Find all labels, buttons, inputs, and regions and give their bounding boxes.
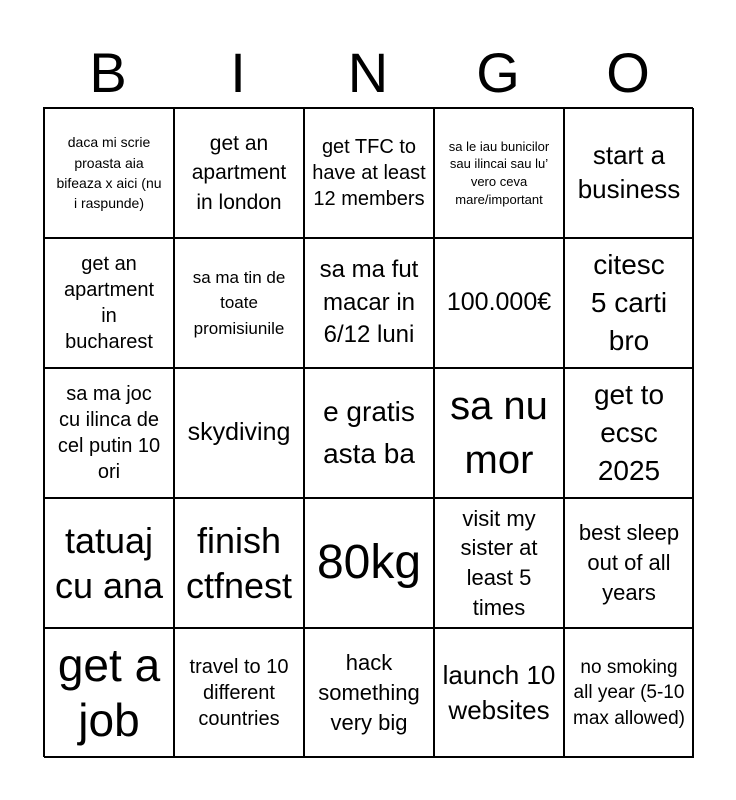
bingo-cell-r2c1[interactable]: get an apartment in bucharest xyxy=(44,238,174,368)
bingo-cell-r5c3[interactable]: hack something very big xyxy=(304,628,434,758)
bingo-cell-r3c1[interactable]: sa ma joc cu ilinca de cel putin 10 ori xyxy=(44,368,174,498)
bingo-cell-r3c2[interactable]: skydiving xyxy=(174,368,304,498)
header-letter-b: B xyxy=(89,41,127,104)
bingo-cell-r4c3[interactable]: 80kg xyxy=(304,498,434,628)
bingo-cell-r3c4[interactable]: sa nu mor xyxy=(434,368,564,498)
bingo-board xyxy=(43,107,693,757)
bingo-cell-r1c5[interactable]: start a business xyxy=(564,108,694,238)
bingo-cell-r2c5[interactable]: citesc 5 carti bro xyxy=(564,238,694,368)
bingo-cell-r2c2[interactable]: sa ma tin de toate promisiunile xyxy=(174,238,304,368)
bingo-cell-r3c5[interactable]: get to ecsc 2025 xyxy=(564,368,694,498)
bingo-cell-r4c4[interactable]: visit my sister at least 5 times xyxy=(434,498,564,628)
bingo-cell-r5c5[interactable]: no smoking all year (5-10 max allowed) xyxy=(564,628,694,758)
bingo-cell-r5c4[interactable]: launch 10 websites xyxy=(434,628,564,758)
header-letter-n: N xyxy=(347,41,389,104)
bingo-cell-r2c4[interactable]: 100.000€ xyxy=(434,238,564,368)
header-letter-g: G xyxy=(476,41,520,104)
bingo-cell-r5c2[interactable]: travel to 10 different countries xyxy=(174,628,304,758)
bingo-cell-r1c3[interactable]: get TFC to have at least 12 members xyxy=(304,108,434,238)
bingo-cell-r4c5[interactable]: best sleep out of all years xyxy=(564,498,694,628)
bingo-cell-r1c1[interactable]: daca mi scrie proasta aia bifeaza x aici (nu i raspunde) xyxy=(44,108,174,238)
bingo-cell-r5c1[interactable]: get a job xyxy=(44,628,174,758)
bingo-cell-r4c1[interactable]: tatuaj cu ana xyxy=(44,498,174,628)
bingo-cell-r4c2[interactable]: finish ctfnest xyxy=(174,498,304,628)
bingo-cell-r1c4[interactable]: sa le iau bunicilor sau ilincai sau lu’ vero ceva mare/important xyxy=(434,108,564,238)
bingo-cell-r2c3[interactable]: sa ma fut macar in 6/12 luni xyxy=(304,238,434,368)
bingo-cell-r1c2[interactable]: get an apartment in london xyxy=(174,108,304,238)
header-letter-o: O xyxy=(606,41,650,104)
bingo-cell-r3c3[interactable]: e gratis asta ba xyxy=(304,368,434,498)
bingo-header xyxy=(43,38,693,108)
header-letter-i: I xyxy=(230,41,246,104)
